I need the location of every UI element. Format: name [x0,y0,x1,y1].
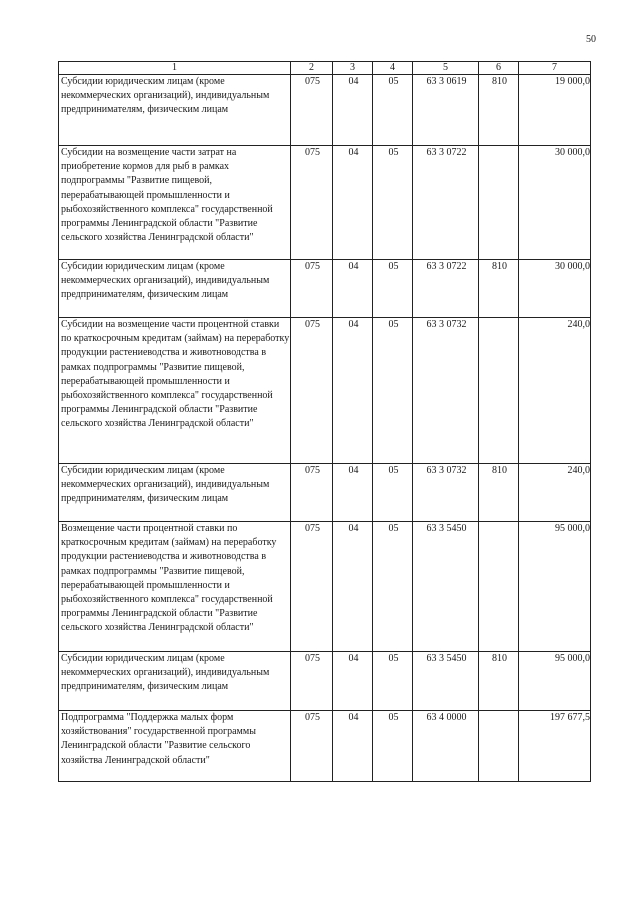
row-target-code: 63 3 5450 [413,652,479,711]
row-amount: 240,0 [519,318,591,464]
row-admin-code: 075 [291,318,333,464]
row-name: Субсидии на возмещение части процентной ставки по краткосрочным кредитам (займам) на переработку продукции растениеводства и животноводства в рамках подпрограммы "Развитие пищевой, перерабатывающей промышленности и рыбохозяйственного комплекса" государственной программы Ленинградской области "Развитие сельского хозяйства Ленинградской области" [59,318,291,464]
row-target-code: 63 3 0732 [413,464,479,522]
row-admin-code: 075 [291,260,333,318]
row-kind-code [479,711,519,782]
table-row [59,318,591,464]
row-kind-code: 810 [479,464,519,522]
row-amount: 30 000,0 [519,260,591,318]
row-name: Субсидии юридическим лицам (кроме некоммерческих организаций), индивидуальным предпринимателям, физическим лицам [59,652,291,711]
row-target-code: 63 3 0732 [413,318,479,464]
row-name: Субсидии юридическим лицам (кроме некоммерческих организаций), индивидуальным предпринимателям, физическим лицам [59,260,291,318]
row-amount: 240,0 [519,464,591,522]
row-subsection: 05 [373,464,413,522]
row-kind-code: 810 [479,75,519,146]
row-section: 04 [333,711,373,782]
row-subsection: 05 [373,146,413,260]
header-col-4: 4 [373,62,413,75]
row-kind-code [479,522,519,652]
row-subsection: 05 [373,318,413,464]
table-row [59,75,591,146]
row-admin-code: 075 [291,711,333,782]
row-admin-code: 075 [291,464,333,522]
header-col-3: 3 [333,62,373,75]
table-row [59,711,591,782]
row-target-code: 63 3 0619 [413,75,479,146]
row-name: Субсидии юридическим лицам (кроме некоммерческих организаций), индивидуальным предпринимателям, физическим лицам [59,75,291,146]
row-section: 04 [333,652,373,711]
table-row [59,652,591,711]
table-row [59,146,591,260]
row-section: 04 [333,464,373,522]
row-name: Возмещение части процентной ставки по краткосрочным кредитам (займам) на переработку продукции растениеводства и животноводства в рамках подпрограммы "Развитие пищевой, перерабатывающей промышленности и рыбохозяйственного комплекса" государственной программы Ленинградской области "Развитие сельского хозяйства Ленинградской области" [59,522,291,652]
header-col-2: 2 [291,62,333,75]
row-subsection: 05 [373,652,413,711]
row-name: Подпрограмма "Поддержка малых форм хозяйствования" государственной программы Ленинградской области "Развитие сельского хозяйства Ленинградской области" [59,711,291,782]
row-amount: 197 677,5 [519,711,591,782]
row-section: 04 [333,260,373,318]
row-amount: 30 000,0 [519,146,591,260]
row-subsection: 05 [373,75,413,146]
table-row [59,464,591,522]
header-col-6: 6 [479,62,519,75]
row-subsection: 05 [373,522,413,652]
table-row [59,522,591,652]
header-col-1: 1 [59,62,291,75]
table-row [59,260,591,318]
row-amount: 95 000,0 [519,522,591,652]
row-admin-code: 075 [291,75,333,146]
row-target-code: 63 3 5450 [413,522,479,652]
row-subsection: 05 [373,711,413,782]
row-kind-code [479,146,519,260]
row-amount: 19 000,0 [519,75,591,146]
row-admin-code: 075 [291,146,333,260]
row-admin-code: 075 [291,652,333,711]
page-number: 50 [586,34,596,45]
row-subsection: 05 [373,260,413,318]
header-col-5: 5 [413,62,479,75]
row-kind-code [479,318,519,464]
row-target-code: 63 4 0000 [413,711,479,782]
row-section: 04 [333,146,373,260]
row-name: Субсидии на возмещение части затрат на приобретение кормов для рыб в рамках подпрограммы "Развитие пищевой, перерабатывающей промышленности и рыбохозяйственного комплекса" государственной программы Ленинградской области "Развитие сельского хозяйства Ленинградской области" [59,146,291,260]
row-kind-code: 810 [479,260,519,318]
budget-table [58,61,591,782]
row-name: Субсидии юридическим лицам (кроме некоммерческих организаций), индивидуальным предпринимателям, физическим лицам [59,464,291,522]
header-col-7: 7 [519,62,591,75]
row-admin-code: 075 [291,522,333,652]
row-amount: 95 000,0 [519,652,591,711]
row-target-code: 63 3 0722 [413,260,479,318]
row-section: 04 [333,75,373,146]
row-section: 04 [333,522,373,652]
table-header-row [59,62,591,75]
row-kind-code: 810 [479,652,519,711]
row-target-code: 63 3 0722 [413,146,479,260]
row-section: 04 [333,318,373,464]
